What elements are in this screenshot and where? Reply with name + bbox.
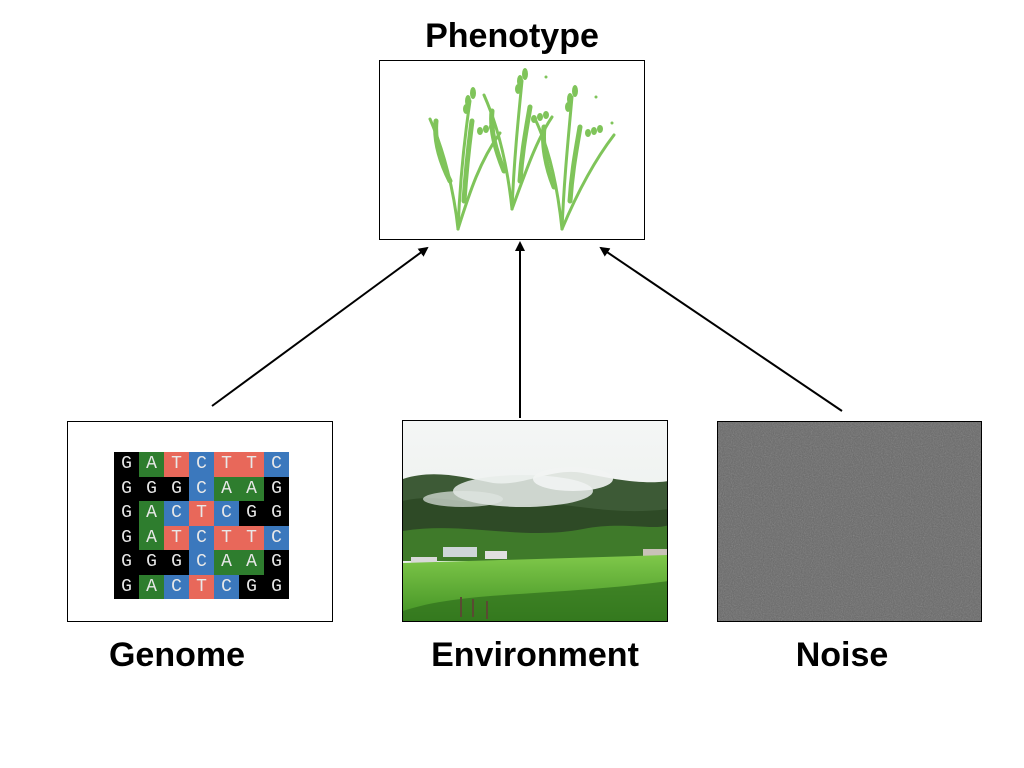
noise-panel xyxy=(717,421,982,622)
dna-base: G xyxy=(239,575,264,600)
misty-field-photo-icon xyxy=(403,421,668,622)
dna-base: A xyxy=(214,550,239,575)
dna-base: G xyxy=(139,477,164,502)
dna-base: T xyxy=(189,575,214,600)
environment-panel xyxy=(402,420,668,622)
dna-base: C xyxy=(214,575,239,600)
dna-base: A xyxy=(139,452,164,477)
genome-to-phenotype-arrow xyxy=(212,248,427,406)
phenotype-label: Phenotype xyxy=(425,17,599,55)
dna-base: A xyxy=(139,575,164,600)
dna-base: A xyxy=(239,550,264,575)
dna-base: C xyxy=(214,501,239,526)
dna-base: C xyxy=(164,575,189,600)
dna-base: G xyxy=(264,575,289,600)
dna-base: T xyxy=(214,452,239,477)
dna-base: G xyxy=(264,501,289,526)
dna-base: C xyxy=(189,550,214,575)
dna-base: G xyxy=(264,477,289,502)
dna-base: G xyxy=(164,550,189,575)
dna-base: A xyxy=(139,501,164,526)
dna-base: C xyxy=(189,477,214,502)
dna-base: G xyxy=(114,575,139,600)
dna-base: T xyxy=(164,452,189,477)
dna-base: C xyxy=(164,501,189,526)
dna-sequence-grid xyxy=(114,452,289,599)
rice-plant-icon xyxy=(380,61,645,240)
dna-base: G xyxy=(114,477,139,502)
dna-base: G xyxy=(139,550,164,575)
noise-to-phenotype-arrow xyxy=(601,248,842,411)
phenotype-panel xyxy=(379,60,645,240)
dna-base: C xyxy=(264,526,289,551)
dna-base: A xyxy=(239,477,264,502)
environment-label: Environment xyxy=(431,636,639,674)
dna-base: G xyxy=(239,501,264,526)
genome-label: Genome xyxy=(108,636,246,674)
dna-base: T xyxy=(239,526,264,551)
gray-noise-texture-icon xyxy=(718,422,982,622)
dna-base: G xyxy=(264,550,289,575)
dna-base: C xyxy=(189,526,214,551)
dna-base: T xyxy=(164,526,189,551)
dna-base: T xyxy=(189,501,214,526)
noise-label: Noise xyxy=(795,636,889,674)
dna-base: G xyxy=(164,477,189,502)
dna-base: C xyxy=(189,452,214,477)
dna-base: T xyxy=(214,526,239,551)
dna-base: G xyxy=(114,526,139,551)
dna-base: G xyxy=(114,550,139,575)
dna-base: T xyxy=(239,452,264,477)
genome-panel xyxy=(67,421,333,622)
dna-base: A xyxy=(139,526,164,551)
dna-base: G xyxy=(114,501,139,526)
dna-base: A xyxy=(214,477,239,502)
dna-base: G xyxy=(114,452,139,477)
dna-base: C xyxy=(264,452,289,477)
